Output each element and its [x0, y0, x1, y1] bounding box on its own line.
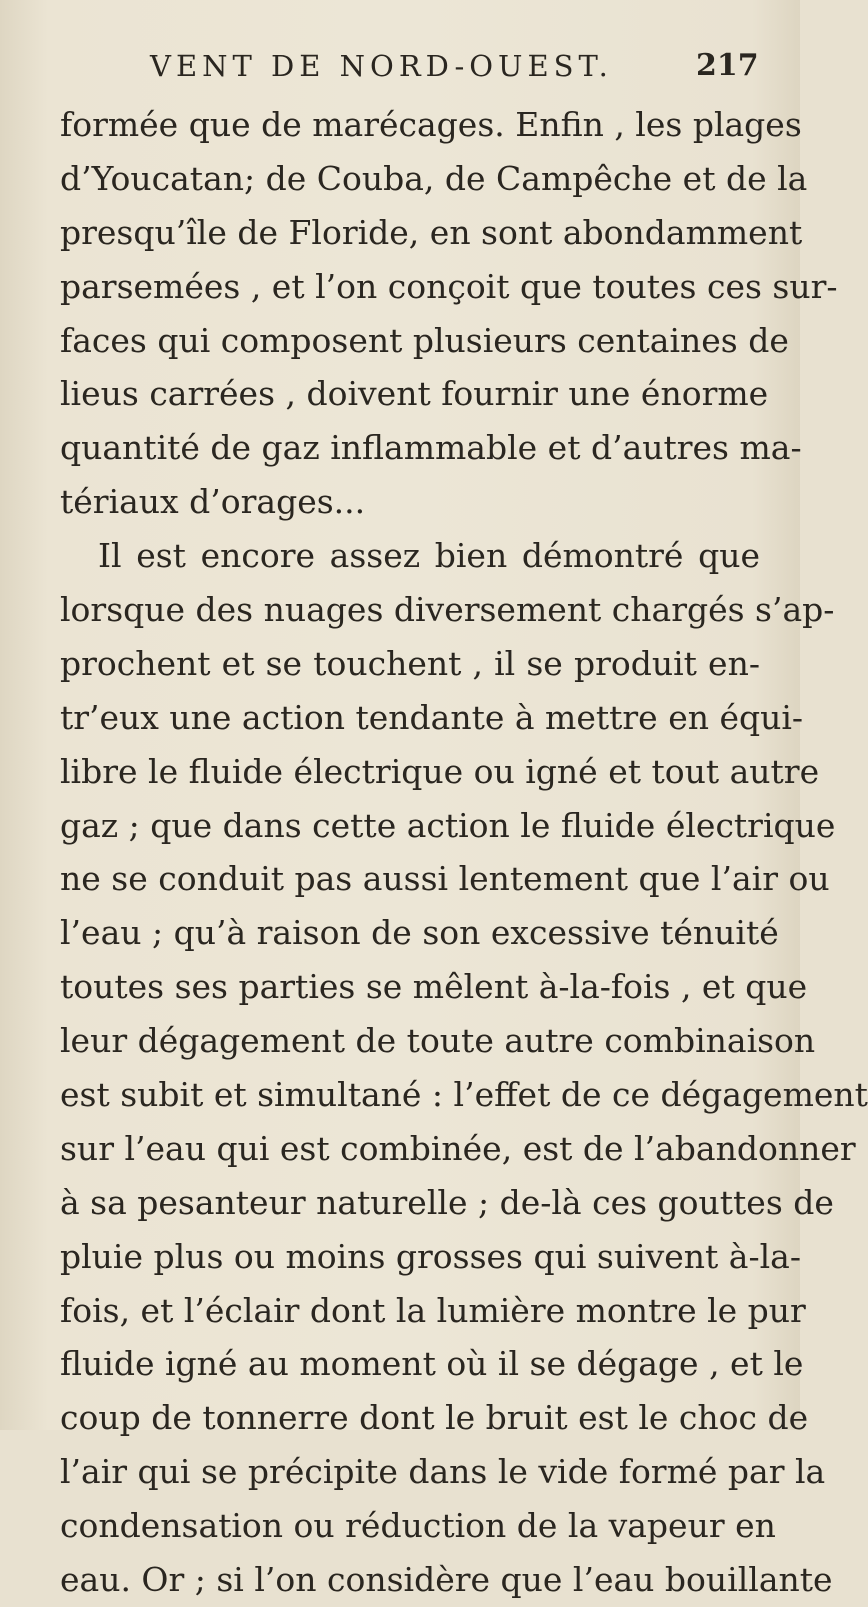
page-number: 217: [696, 48, 759, 83]
text-line: lorsque des nuages diversement chargés s’ap-: [60, 590, 835, 630]
text-line: quantité de gaz inflammable et d’autres ma-: [60, 428, 802, 468]
text-line: l’air qui se précipite dans le vide formé par la: [60, 1452, 826, 1492]
text-line: toutes ses parties se mêlent à-la-fois , et que: [60, 967, 808, 1007]
text-line: ne se conduit pas aussi lentement que l’air ou: [60, 859, 830, 899]
body-text: [60, 98, 868, 1607]
text-line: formée que de marécages. Enfin , les plages: [60, 105, 802, 144]
text-line: eau. Or ; si l’on considère que l’eau bouillante: [60, 1560, 833, 1600]
text-line: lieus carrées , doivent fournir une énorme: [60, 374, 769, 414]
text-line: parsemées , et l’on conçoit que toutes ces sur-: [60, 266, 838, 306]
text-line: coup de tonnerre dont le bruit est le choc de: [60, 1398, 809, 1438]
text-line: à sa pesanteur naturelle ; de-là ces gouttes de: [60, 1182, 834, 1222]
text-line: libre le fluide électrique ou igné et tout autre: [60, 751, 820, 791]
text-line: fluide igné au moment où il se dégage , et le: [60, 1344, 804, 1384]
text-line: tr’eux une action tendante à mettre en équi-: [60, 697, 804, 737]
text-line: presqu’île de Floride, en sont abondamment: [60, 212, 803, 252]
text-line: gaz ; que dans cette action le fluide électrique: [60, 805, 836, 845]
text-line: fois, et l’éclair dont la lumière montre le pur: [60, 1290, 806, 1330]
text-line: est subit et simultané : l’effet de ce dégagement: [60, 1075, 868, 1115]
text-line: faces qui composent plusieurs centaines de: [60, 320, 789, 360]
text-line: sur l’eau qui est combinée, est de l’abandonner: [60, 1128, 856, 1168]
text-line: d’Youcatan; de Couba, de Campêche et de la: [60, 158, 808, 198]
text-line: pluie plus ou moins grosses qui suivent à-la-: [60, 1236, 802, 1276]
text-line: Il est encore assez bien démontré que: [98, 536, 760, 576]
running-head: [0, 46, 800, 86]
text-line: condensation ou réduction de la vapeur en: [60, 1506, 776, 1546]
text-line: l’eau ; qu’à raison de son excessive ténuité: [60, 913, 779, 953]
text-line: tériaux d’orages...: [60, 482, 366, 522]
text-line: leur dégagement de toute autre combinaison: [60, 1021, 816, 1061]
text-line: prochent et se touchent , il se produit en-: [60, 643, 760, 683]
running-title: VENT DE NORD-OUEST.: [150, 49, 613, 83]
